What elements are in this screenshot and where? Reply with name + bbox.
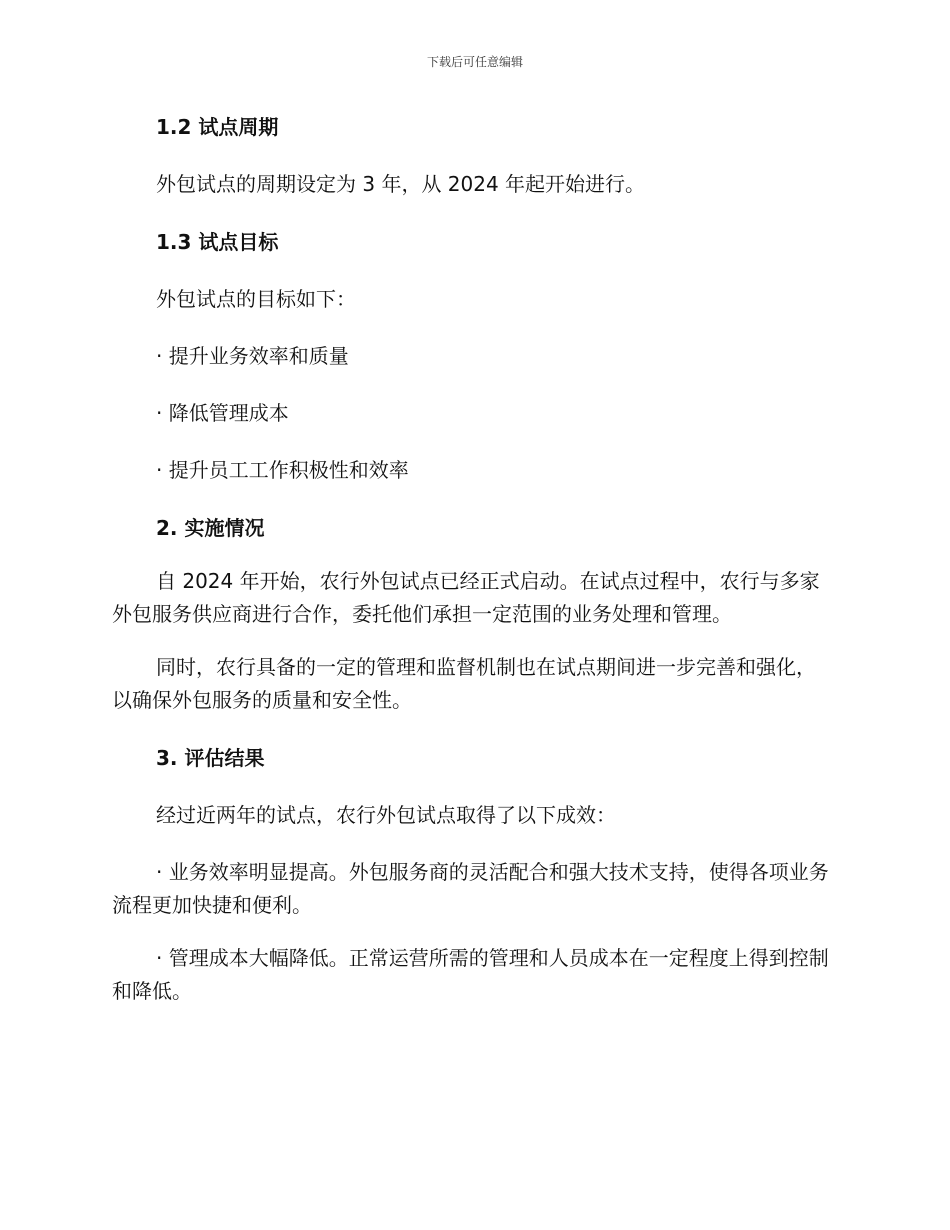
heading-1-2: 1.2 试点周期 (156, 115, 279, 139)
paragraph-implementation-1: 自 2024 年开始，农行外包试点已经正式启动。在试点过程中，农行与多家外包服务供应商进行合作，委托他们承担一定范围的业务处理和管理。 (112, 569, 820, 626)
paragraph-implementation-2: 同时，农行具备的一定的管理和监督机制也在试点期间进一步完善和强化，以确保外包服务的质量和安全性。 (112, 655, 816, 712)
paragraph-results-intro: 经过近两年的试点，农行外包试点取得了以下成效： (156, 803, 616, 827)
header-note: 下载后可任意编辑 (426, 55, 523, 69)
paragraph-goals-intro: 外包试点的目标如下： (156, 287, 356, 311)
bullet-result-2: · 管理成本大幅降低。正常运营所需的管理和人员成本在一定程度上得到控制和降低。 (112, 946, 829, 1003)
bullet-goal-2: · 降低管理成本 (156, 401, 289, 425)
bullet-goal-1: · 提升业务效率和质量 (156, 344, 349, 368)
document-body (112, 110, 832, 1008)
paragraph-period: 外包试点的周期设定为 3 年，从 2024 年起开始进行。 (156, 172, 646, 196)
heading-3: 3. 评估结果 (156, 746, 265, 770)
bullet-result-1: · 业务效率明显提高。外包服务商的灵活配合和强大技术支持，使得各项业务流程更加快捷和便利。 (112, 860, 829, 917)
heading-1-3: 1.3 试点目标 (156, 230, 279, 254)
bullet-goal-3: · 提升员工工作积极性和效率 (156, 458, 409, 482)
heading-2: 2. 实施情况 (156, 516, 265, 540)
